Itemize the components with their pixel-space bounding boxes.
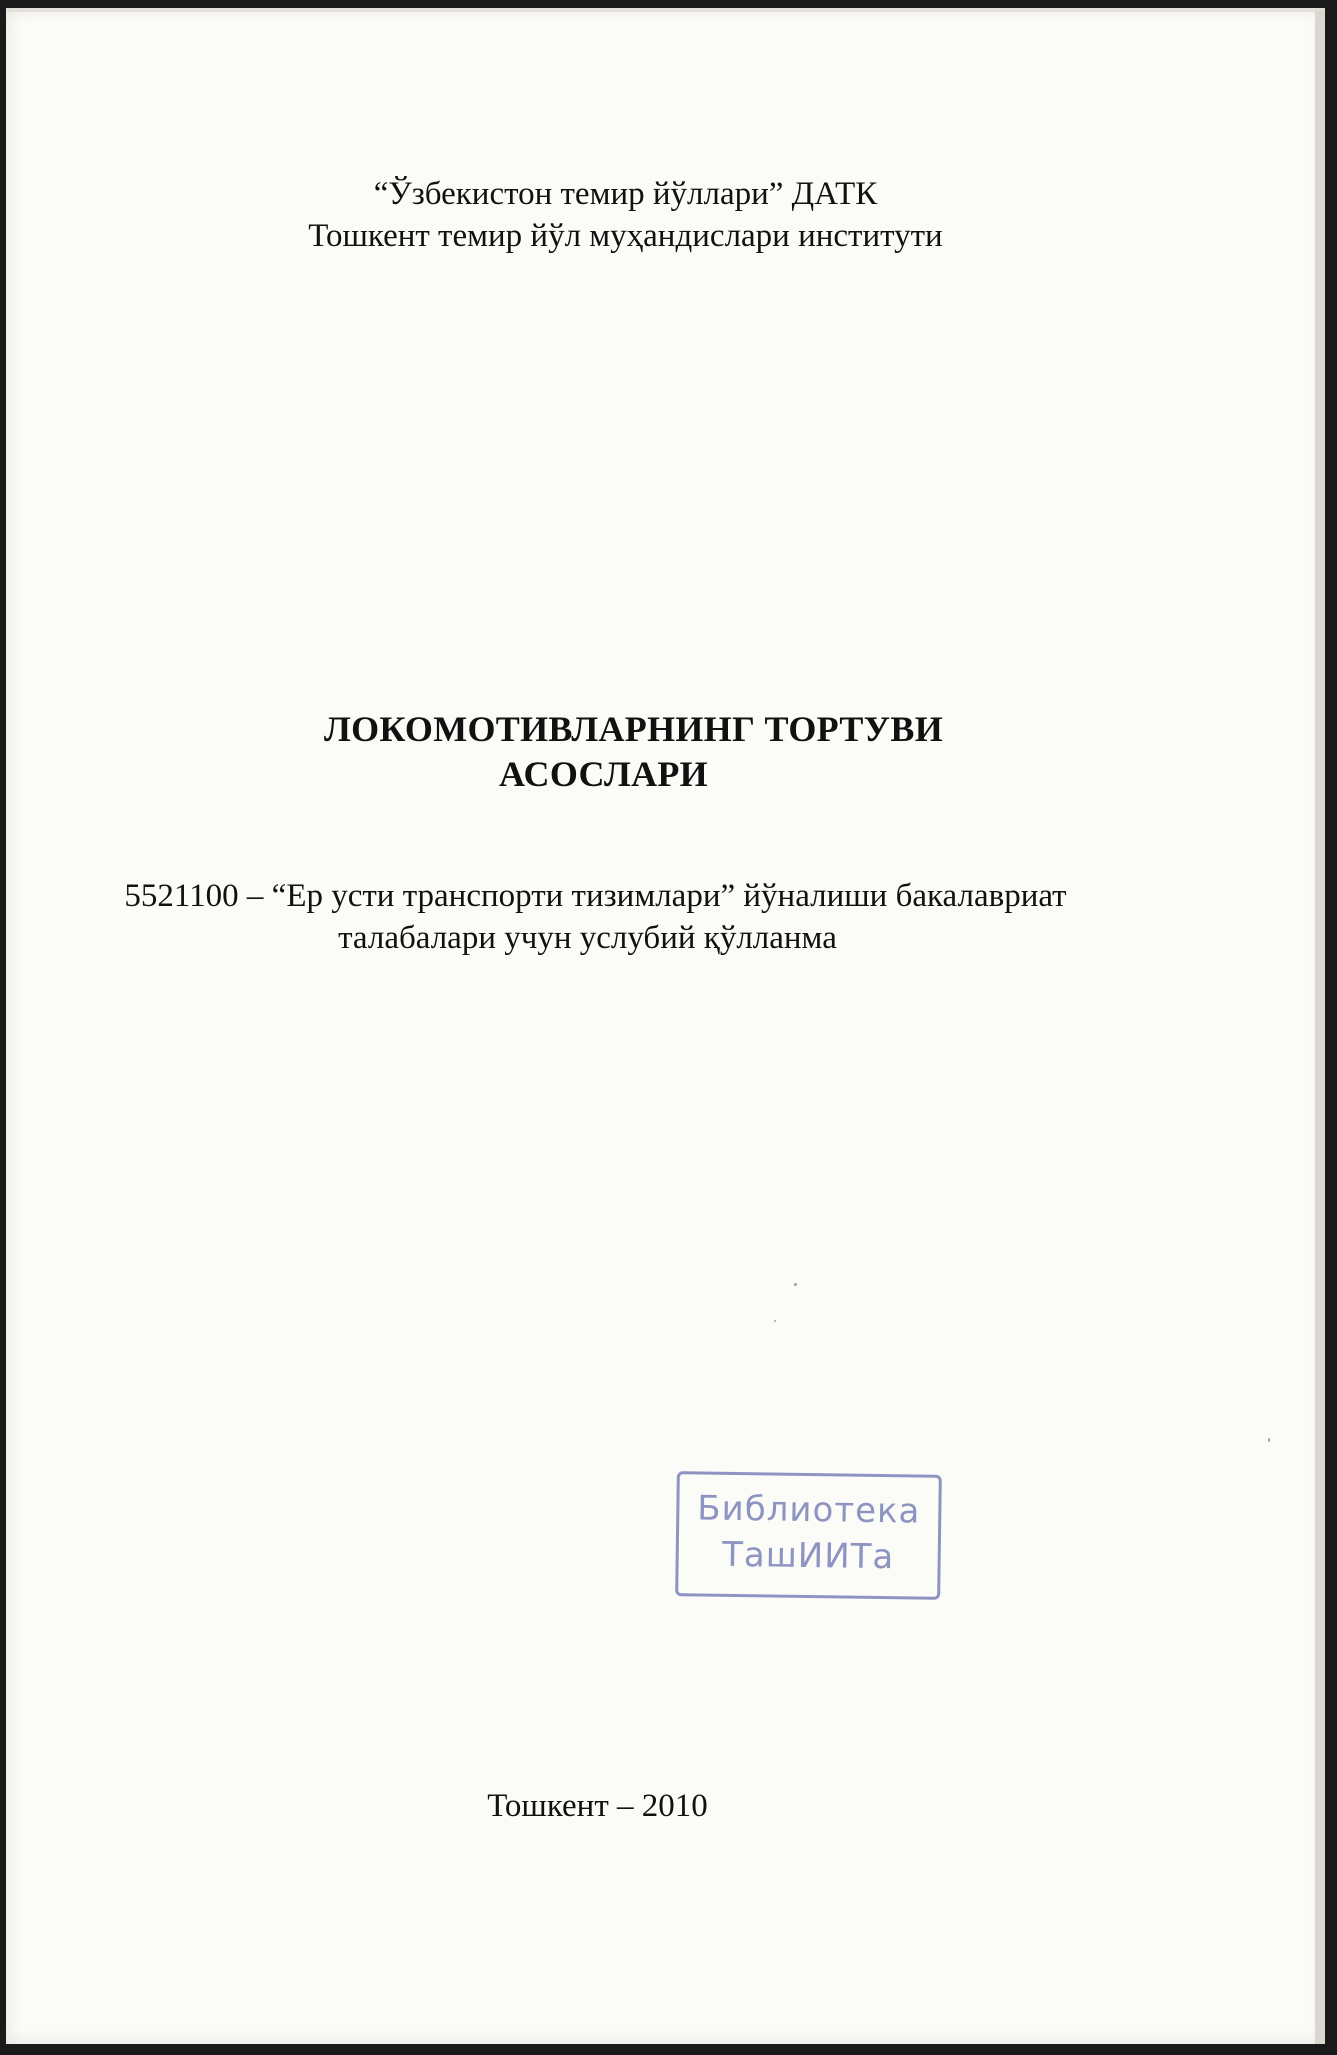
library-stamp: [675, 1471, 942, 1600]
stamp-line-1: Библиотека: [697, 1488, 921, 1532]
document-title-line-2: АСОСЛАРИ: [499, 754, 708, 794]
organization-line-2: Тошкент темир йўл муҳандислари институти: [308, 218, 943, 254]
document-subtitle-line-2: талабалари учун услубий қўлланма: [338, 920, 837, 956]
scan-speck: [774, 1320, 776, 1322]
organization-line-1: “Ўзбекистон темир йўллари” ДАТК: [373, 176, 878, 212]
document-title-line-1: ЛОКОМОТИВЛАРНИНГ ТОРТУВИ: [323, 709, 943, 749]
scan-speck: [794, 1283, 797, 1286]
document-page: [6, 8, 1325, 2044]
stamp-line-2: ТашИИТа: [721, 1534, 895, 1578]
city-year: Тошкент – 2010: [487, 1788, 708, 1824]
scan-speck: [1268, 1438, 1270, 1442]
document-subtitle-line-1: 5521100 – “Ер усти транспорти тизимлари” йўналиши бакалавриат: [124, 878, 1067, 914]
